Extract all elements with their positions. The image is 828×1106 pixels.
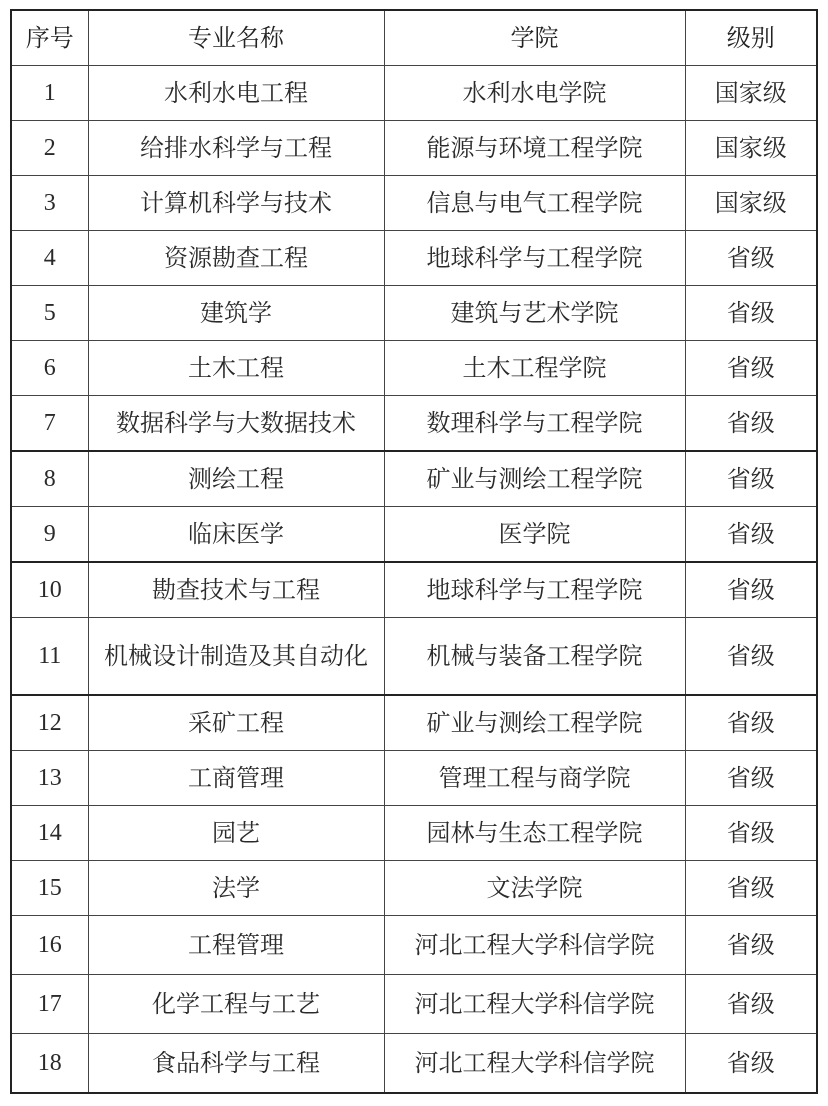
cell-college: 河北工程大学科信学院 — [384, 1034, 685, 1094]
cell-no: 6 — [11, 341, 88, 396]
cell-major: 土木工程 — [88, 341, 384, 396]
cell-level: 省级 — [685, 618, 817, 696]
cell-no: 17 — [11, 975, 88, 1034]
cell-level: 省级 — [685, 231, 817, 286]
table-row — [11, 66, 817, 121]
cell-no: 18 — [11, 1034, 88, 1094]
table-row — [11, 121, 817, 176]
cell-major: 机械设计制造及其自动化 — [88, 618, 384, 696]
cell-no: 7 — [11, 396, 88, 452]
cell-level: 国家级 — [685, 176, 817, 231]
cell-no: 9 — [11, 507, 88, 563]
cell-major: 勘查技术与工程 — [88, 562, 384, 618]
cell-level: 省级 — [685, 451, 817, 507]
table-row — [11, 975, 817, 1034]
table-row — [11, 861, 817, 916]
table-row — [11, 1034, 817, 1094]
table-row — [11, 507, 817, 563]
cell-no: 14 — [11, 806, 88, 861]
cell-college: 信息与电气工程学院 — [384, 176, 685, 231]
cell-college: 机械与装备工程学院 — [384, 618, 685, 696]
table-row — [11, 176, 817, 231]
table-row — [11, 341, 817, 396]
cell-college: 数理科学与工程学院 — [384, 396, 685, 452]
cell-no: 10 — [11, 562, 88, 618]
header-level: 级别 — [685, 10, 817, 66]
cell-major: 工商管理 — [88, 751, 384, 806]
cell-no: 3 — [11, 176, 88, 231]
cell-level: 省级 — [685, 806, 817, 861]
cell-college: 能源与环境工程学院 — [384, 121, 685, 176]
majors-table — [10, 9, 818, 1094]
cell-no: 12 — [11, 695, 88, 751]
table-row — [11, 562, 817, 618]
header-college: 学院 — [384, 10, 685, 66]
table-row — [11, 396, 817, 452]
cell-level: 省级 — [685, 975, 817, 1034]
cell-major: 临床医学 — [88, 507, 384, 563]
cell-major: 水利水电工程 — [88, 66, 384, 121]
cell-college: 矿业与测绘工程学院 — [384, 451, 685, 507]
cell-college: 水利水电学院 — [384, 66, 685, 121]
cell-college: 地球科学与工程学院 — [384, 231, 685, 286]
cell-level: 省级 — [685, 751, 817, 806]
cell-major: 计算机科学与技术 — [88, 176, 384, 231]
cell-college: 河北工程大学科信学院 — [384, 916, 685, 975]
cell-college: 土木工程学院 — [384, 341, 685, 396]
cell-college: 河北工程大学科信学院 — [384, 975, 685, 1034]
cell-level: 国家级 — [685, 66, 817, 121]
table-row — [11, 916, 817, 975]
cell-level: 省级 — [685, 341, 817, 396]
header-major: 专业名称 — [88, 10, 384, 66]
cell-college: 园林与生态工程学院 — [384, 806, 685, 861]
cell-no: 15 — [11, 861, 88, 916]
cell-level: 省级 — [685, 562, 817, 618]
header-row — [11, 10, 817, 66]
cell-no: 2 — [11, 121, 88, 176]
table-row — [11, 451, 817, 507]
cell-college: 文法学院 — [384, 861, 685, 916]
cell-college: 建筑与艺术学院 — [384, 286, 685, 341]
cell-major: 测绘工程 — [88, 451, 384, 507]
cell-level: 国家级 — [685, 121, 817, 176]
table-row — [11, 286, 817, 341]
table-row — [11, 231, 817, 286]
cell-no: 4 — [11, 231, 88, 286]
cell-college: 地球科学与工程学院 — [384, 562, 685, 618]
cell-college: 矿业与测绘工程学院 — [384, 695, 685, 751]
cell-college: 医学院 — [384, 507, 685, 563]
table-row — [11, 806, 817, 861]
cell-level: 省级 — [685, 916, 817, 975]
cell-no: 13 — [11, 751, 88, 806]
cell-major: 采矿工程 — [88, 695, 384, 751]
cell-level: 省级 — [685, 861, 817, 916]
cell-no: 16 — [11, 916, 88, 975]
cell-level: 省级 — [685, 1034, 817, 1094]
cell-level: 省级 — [685, 396, 817, 452]
cell-level: 省级 — [685, 507, 817, 563]
cell-major: 园艺 — [88, 806, 384, 861]
cell-no: 8 — [11, 451, 88, 507]
table-row — [11, 695, 817, 751]
cell-major: 化学工程与工艺 — [88, 975, 384, 1034]
cell-no: 5 — [11, 286, 88, 341]
cell-major: 给排水科学与工程 — [88, 121, 384, 176]
cell-major: 资源勘查工程 — [88, 231, 384, 286]
cell-level: 省级 — [685, 286, 817, 341]
cell-no: 1 — [11, 66, 88, 121]
cell-major: 数据科学与大数据技术 — [88, 396, 384, 452]
table-row — [11, 618, 817, 696]
cell-level: 省级 — [685, 695, 817, 751]
cell-major: 工程管理 — [88, 916, 384, 975]
cell-college: 管理工程与商学院 — [384, 751, 685, 806]
cell-major: 食品科学与工程 — [88, 1034, 384, 1094]
cell-major: 建筑学 — [88, 286, 384, 341]
cell-no: 11 — [11, 618, 88, 696]
cell-major: 法学 — [88, 861, 384, 916]
header-no: 序号 — [11, 10, 88, 66]
table-row — [11, 751, 817, 806]
